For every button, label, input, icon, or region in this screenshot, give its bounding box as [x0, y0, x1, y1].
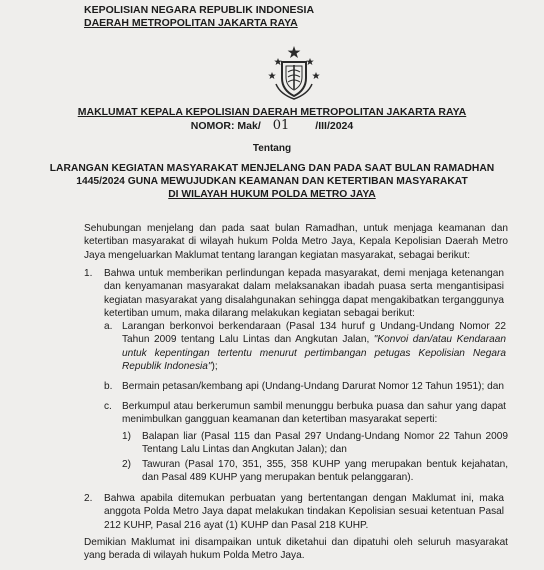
letterhead-line-1: KEPOLISIAN NEGARA REPUBLIK INDONESIA — [84, 4, 315, 16]
closing-paragraph: Demikian Maklumat ini disampaikan untuk diketahui dan dipatuhi oleh seluruh masyarakat yang berada di wilayah hukum Polda Metro Jaya. — [84, 537, 508, 562]
point-1a-end: ); — [211, 361, 218, 373]
decree-number-suffix: /III/2024 — [315, 120, 354, 132]
point-1a-text — [122, 320, 506, 374]
decree-number-value: 01 — [272, 118, 290, 133]
point-1b-text: Bermain petasan/kembang api (Undang-Undang Darurat Nomor 12 Tahun 1951); dan — [122, 381, 504, 392]
tentang-label: Tentang — [252, 143, 292, 154]
letterhead-line-2: DAERAH METROPOLITAN JAKARTA RAYA — [84, 17, 298, 29]
point-1b-marker: b. — [104, 381, 113, 392]
point-1c-marker: c. — [104, 401, 112, 412]
decree-number-prefix: NOMOR: Mak/ — [190, 120, 261, 132]
decree-subject — [0, 162, 544, 201]
point-1a-plain: Larangan berkonvoi berkendaraan (Pasal 134 huruf g Undang-Undang Nomor 22 Tahun 2009 tentang Lalu Lintas dan Angkutan Jalan, — [122, 321, 506, 346]
point-1c-1-text: Balapan liar (Pasal 115 dan Pasal 297 Undang-Undang Nomor 22 Tahun 2009 Tentang Lalu Lintas dan Angkutan Jalan); dan — [142, 431, 508, 456]
point-1c-text: Berkumpul atau berkerumun sambil menunggu berbuka puasa dan sahur yang dapat menimbulkan gangguan keamanan dan ketertiban masyarakat seperti: — [122, 401, 506, 426]
decree-number — [191, 119, 354, 133]
intro-paragraph: Sehubungan menjelang dan pada saat bulan Ramadhan, untuk menjaga keamanan dan ketertiban masyarakat di wilayah hukum Polda Metro Jaya, Kepala Kepolisian Daerah Metro Jaya mengeluarkan Maklumat tentang larangan kegiatan masyarakat, sebagai berikut: — [84, 223, 508, 261]
subject-line-3: DI WILAYAH HUKUM POLDA METRO JAYA — [168, 189, 376, 200]
decree-title-line: MAKLUMAT KEPALA KEPOLISIAN DAERAH METROPOLITAN JAKARTA RAYA — [77, 106, 467, 118]
point-1a-marker: a. — [104, 321, 113, 332]
point-1a-quote: "Konvoi dan/atau Kendaraan untuk kepentingan tertentu menurut pertimbangan petugas Kepolisian Negara Republik Indonesia" — [122, 334, 506, 373]
letterhead — [84, 4, 314, 30]
decree-title — [0, 106, 544, 133]
point-1c-1-marker: 1) — [122, 431, 131, 442]
subject-line-2: 1445/2024 GUNA MEWUJUDKAN KEAMANAN DAN KETERTIBAN MASYARAKAT — [76, 176, 468, 187]
police-emblem-icon — [266, 44, 322, 100]
point-2-marker: 2. — [84, 493, 93, 504]
point-1-marker: 1. — [84, 268, 93, 279]
point-1c-2-text: Tawuran (Pasal 170, 351, 355, 358 KUHP yang merupakan bentuk kejahatan, dan Pasal 489 KUHP yang merupakan bentuk pelanggaran). — [142, 459, 508, 484]
subject-line-1: LARANGAN KEGIATAN MASYARAKAT MENJELANG DAN PADA SAAT BULAN RAMADHAN — [49, 163, 495, 174]
point-1-text: Bahwa untuk memberikan perlindungan kepada masyarakat, demi menjaga ketenangan dan kenyamanan masyarakat dalam melaksanakan ibadah puasa serta mengantisipasi kegiatan masyarakat yang disalahgunakan sehingga dapat mengakibatkan terganggunya ketertiban umum, maka dilarang melakukan kegiatan sebagai berikut: — [104, 268, 504, 320]
point-1c-2-marker: 2) — [122, 459, 131, 470]
point-2-text: Bahwa apabila ditemukan perbuatan yang bertentangan dengan Maklumat ini, maka anggota Polda Metro Jaya dapat melakukan tindakan Kepolisian sesuai ketentuan Pasal 212 KUHP, Pasal 216 ayat (1) KUHP dan Pasal 218 KUHP. — [104, 493, 504, 531]
